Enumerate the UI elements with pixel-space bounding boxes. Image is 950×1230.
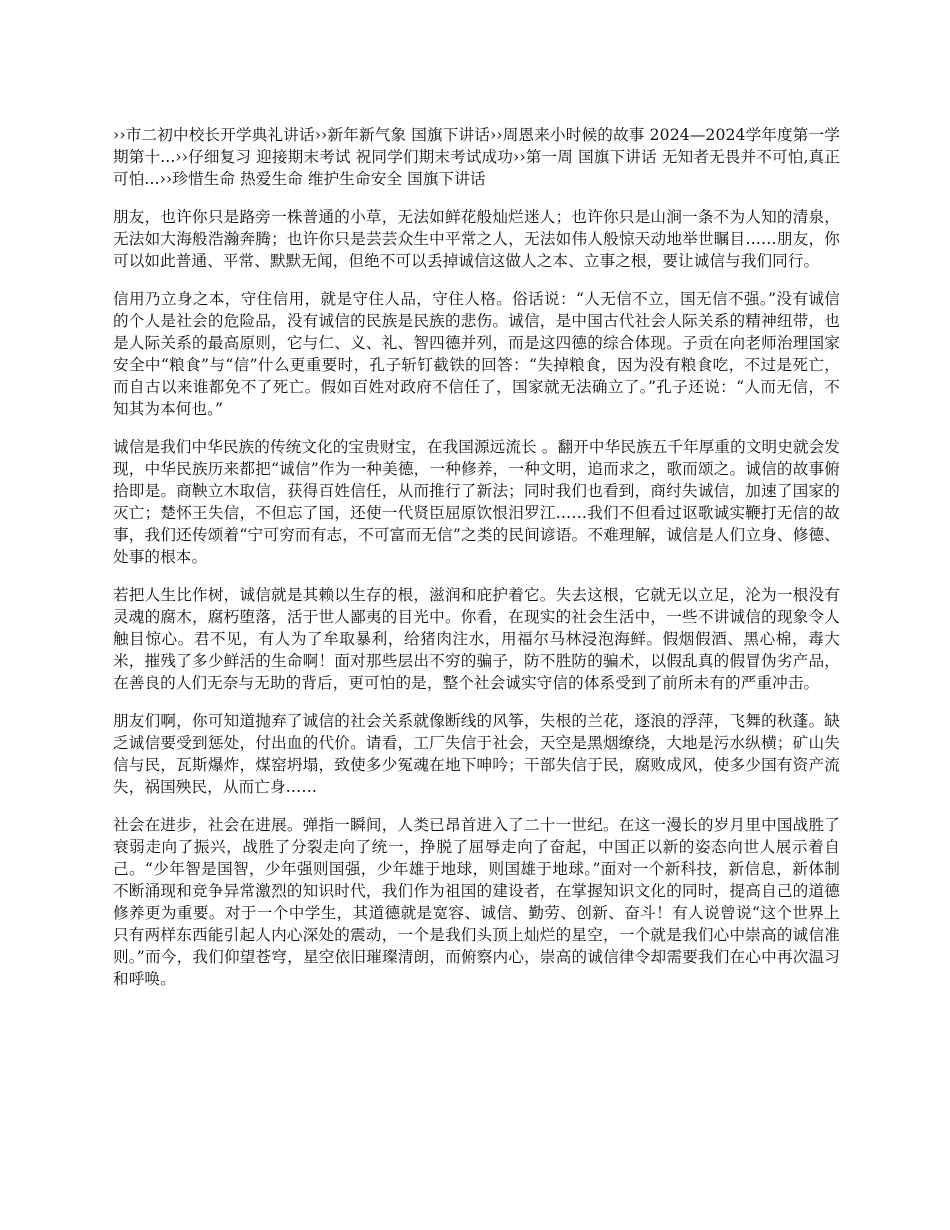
document-page: [113, 124, 840, 1006]
breadcrumb-link-first-week-speech[interactable]: 第一周 国旗下讲话 无知者无畏并不可怕,真正可怕...: [113, 148, 840, 188]
breadcrumb-separator: ››: [490, 126, 503, 144]
article-paragraph: 朋友们啊，你可知道抛弃了诚信的社会关系就像断线的风筝，失根的兰花，逐浪的浮萍，飞舞的秋蓬。缺乏诚信要受到惩处，付出血的代价。请看，工厂失信于社会，天空是黑烟缭绕，大地是污水纵横；矿山失信与民，瓦斯爆炸，煤窑坍塌，致使多少冤魂在地下呻吟；干部失信于民，腐败成风，使多少国有资产流失，祸国殃民，从而亡身……: [113, 712, 840, 796]
article-paragraph: 诚信是我们中华民族的传统文化的宝贵财宝，在我国源远流长 。翻开中华民族五千年厚重的文明史就会发现，中华民族历来都把“诚信”作为一种美德，一种修养，一种文明，追而求之，歌而颂之。诚信的故事俯拾即是。商鞅立木取信，获得百姓信任，从而推行了新法；同时我们也看到，商纣失诚信，加速了国家的灭亡；楚怀王失信，不但忘了国，还使一代贤臣屈原饮恨汨罗江……我们不但看过讴歌诚实鞭打无信的故事，我们还传颂着“宁可穷而有志，不可富而无信”之类的民间谚语。不难理解，诚信是人们立身、修德、处事的根本。: [113, 438, 840, 566]
breadcrumb-link-new-year-speech[interactable]: 新年新气象 国旗下讲话: [327, 126, 491, 144]
article-paragraph: 信用乃立身之本，守住信用，就是守住人品，守住人格。俗话说：“人无信不立，国无信不强。”没有诚信的个人是社会的危险品，没有诚信的民族是民族的悲伤。诚信，是中国古代社会人际关系的精神纽带，也是人际关系的最高原则，它与仁、义、礼、智四德并列，而是这四德的综合体现。子贡在向老师治理国家安全中“粮食”与“信”什么更重要时，孔子斩钉截铁的回答：“失掉粮食，因为没有粮食吃，不过是死亡，而自古以来谁都免不了死亡。假如百姓对政府不信任了，国家就无法确立了。”孔子还说：“人而无信，不知其为本何也。”: [113, 290, 840, 418]
breadcrumb-separator: ››: [175, 148, 189, 166]
breadcrumb-separator: ››: [159, 170, 173, 188]
breadcrumb-separator: ››: [513, 148, 526, 166]
breadcrumb-link-final-exam-review[interactable]: 仔细复习 迎接期末考试 祝同学们期末考试成功: [188, 148, 514, 166]
breadcrumb: [113, 124, 840, 190]
breadcrumb-separator: ››: [314, 126, 328, 144]
breadcrumb-link-principal-speech[interactable]: 市二初中校长开学典礼讲话: [125, 126, 315, 144]
breadcrumb-link-zhou-enlai-story[interactable]: 周恩来小时候的故事 2024—2024学年度第一学期第十...: [113, 126, 841, 166]
article-body: [113, 206, 840, 990]
article-paragraph: 若把人生比作树，诚信就是其赖以生存的根，滋润和庇护着它。失去这根，它就无以立足，沦为一根没有灵魂的腐木，腐朽堕落，活于世人鄙夷的目光中。你看，在现实的社会生活中，一些不讲诚信的现象令人触目惊心。君不见，有人为了牟取暴利，给猪肉注水，用福尔马林浸泡海鲜。假烟假酒、黑心棉，毒大米，摧残了多少鲜活的生命啊！面对那些层出不穷的骗子，防不胜防的骗术，以假乱真的假冒伪劣产品，在善良的人们无奈与无助的背后，更可怕的是，整个社会诚实守信的体系受到了前所未有的严重冲击。: [113, 586, 840, 692]
article-paragraph: 朋友，也许你只是路旁一株普通的小草，无法如鲜花般灿烂迷人；也许你只是山涧一条不为人知的清泉，无法如大海般浩瀚奔腾；也许你只是芸芸众生中平常之人，无法如伟人般惊天动地举世瞩目……朋友，你可以如此普通、平常、默默无闻，但绝不可以丢掉诚信这做人之本、立事之根，要让诚信与我们同行。: [113, 208, 840, 270]
breadcrumb-link-cherish-life-speech[interactable]: 珍惜生命 热爱生命 维护生命安全 国旗下讲话: [172, 170, 486, 188]
article-paragraph: 社会在进步，社会在进展。弹指一瞬间，人类已昂首进入了二十一世纪。在这一漫长的岁月里中国战胜了衰弱走向了振兴，战胜了分裂走向了统一，挣脱了屈辱走向了奋起，中国正以新的姿态向世人展示着自己。“少年智是国智，少年强则国强，少年雄于地球，则国雄于地球。”面对一个新科技，新信息，新体制不断涌现和竞争异常激烈的知识时代，我们作为祖国的建设者，在掌握知识文化的同时，提高自己的道德修养更为重要。对于一个中学生，其道德就是宽容、诚信、勤劳、创新、奋斗！有人说曾说“这个世界上只有两样东西能引起人内心深处的震动，一个是我们头顶上灿烂的星空，一个就是我们心中崇高的诚信准则。”而今，我们仰望苍穹，星空依旧璀璨清朗，而俯察内心，崇高的诚信律令却需要我们在心中再次温习和呼唤。: [113, 816, 840, 988]
breadcrumb-separator: ››: [113, 126, 126, 144]
